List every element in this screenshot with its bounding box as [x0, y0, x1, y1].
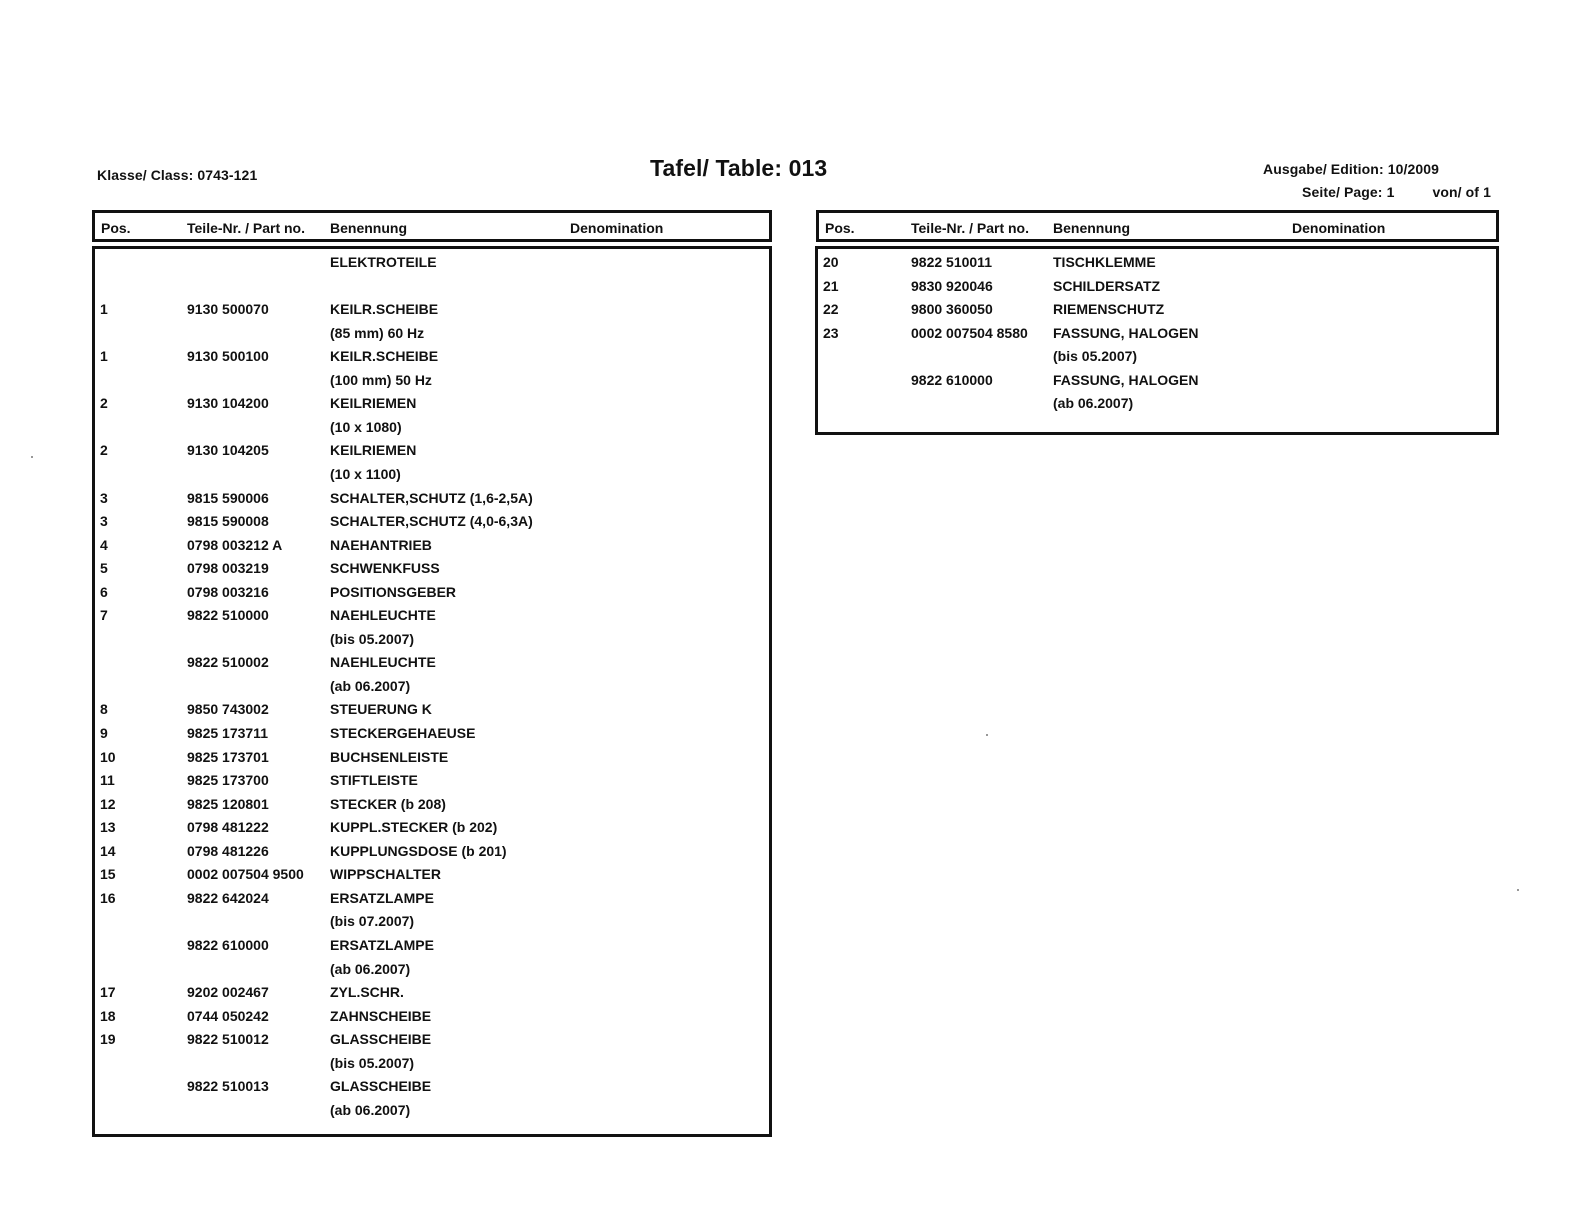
row-benennung: POSITIONSGEBER	[330, 583, 457, 600]
table-row	[818, 252, 1496, 275]
row-pos: 19	[100, 1031, 116, 1048]
row-benennung: (100 mm) 50 Hz	[330, 371, 432, 388]
page-title	[650, 155, 827, 182]
table-row	[95, 1006, 769, 1029]
row-benennung: (85 mm) 60 Hz	[330, 324, 425, 341]
row-benennung: STEUERUNG K	[330, 701, 432, 718]
row-pos: 11	[100, 772, 115, 789]
row-benennung: SCHALTER,SCHUTZ (4,0-6,3A)	[330, 513, 533, 530]
row-part-no: 9822 510000	[187, 607, 269, 624]
table-row	[95, 794, 769, 817]
table-row	[95, 299, 769, 322]
table-row	[818, 299, 1496, 322]
table-row	[95, 346, 769, 369]
table-row	[95, 488, 769, 511]
row-pos: 8	[100, 701, 108, 718]
table-row	[95, 252, 769, 275]
row-benennung: SCHILDERSATZ	[1053, 277, 1161, 294]
row-part-no: 0744 050242	[187, 1007, 269, 1024]
row-benennung: (bis 07.2007)	[330, 913, 415, 930]
row-benennung: SCHALTER,SCHUTZ (1,6-2,5A)	[330, 489, 533, 506]
row-benennung: SCHWENKFUSS	[330, 560, 440, 577]
page-number: 1	[1386, 184, 1395, 200]
row-benennung: FASSUNG, HALOGEN	[1053, 324, 1199, 341]
table-row	[95, 864, 769, 887]
row-part-no: 9130 104200	[187, 395, 269, 412]
row-benennung: BUCHSENLEISTE	[330, 748, 449, 765]
row-pos: 4	[100, 536, 108, 553]
row-part-no: 0798 003216	[187, 583, 269, 600]
row-benennung: (ab 06.2007)	[1053, 395, 1134, 412]
row-part-no: 9800 360050	[911, 301, 993, 318]
left-table-body	[92, 246, 772, 1137]
col-benennung: Benennung	[330, 220, 407, 236]
right-table-body	[815, 246, 1499, 435]
row-pos: 6	[100, 583, 108, 600]
page-label: Seite/ Page:	[1302, 184, 1383, 200]
row-part-no: 0798 481226	[187, 842, 269, 859]
row-benennung: KEILRIEMEN	[330, 442, 417, 459]
row-pos: 14	[100, 842, 116, 859]
row-pos: 12	[100, 795, 116, 812]
row-part-no: 9825 120801	[187, 795, 269, 812]
table-row	[95, 652, 769, 675]
table-row	[95, 723, 769, 746]
row-benennung: RIEMENSCHUTZ	[1053, 301, 1165, 318]
edition-info	[1263, 161, 1439, 177]
row-part-no: 9825 173711	[187, 725, 268, 741]
row-part-no: 9830 920046	[911, 277, 993, 294]
row-pos: 2	[100, 442, 108, 459]
row-benennung: NAEHANTRIEB	[330, 536, 432, 553]
col-part-no: Teile-Nr. / Part no.	[187, 220, 305, 236]
row-part-no: 9130 500070	[187, 301, 269, 318]
table-row	[95, 959, 769, 982]
table-row	[95, 982, 769, 1005]
table-row	[95, 841, 769, 864]
table-row	[95, 535, 769, 558]
table-row	[95, 464, 769, 487]
table-row	[95, 1029, 769, 1052]
scan-speck	[986, 734, 988, 736]
table-row	[818, 393, 1496, 416]
table-row	[818, 346, 1496, 369]
row-benennung: NAEHLEUCHTE	[330, 607, 436, 624]
col-benennung: Benennung	[1053, 220, 1130, 236]
class-info	[97, 167, 257, 183]
row-pos: 23	[823, 324, 839, 341]
row-benennung: (ab 06.2007)	[330, 960, 411, 977]
row-pos: 9	[100, 725, 108, 741]
row-part-no: 0002 007504 8580	[911, 324, 1028, 341]
row-part-no: 0798 003219	[187, 560, 269, 577]
page-info	[1302, 184, 1491, 200]
row-benennung: (10 x 1100)	[330, 465, 401, 482]
table-row	[95, 747, 769, 770]
right-table-header	[816, 210, 1499, 242]
col-denomination: Denomination	[1292, 220, 1386, 236]
row-part-no: 0798 003212 A	[187, 536, 283, 553]
row-pos: 18	[100, 1007, 116, 1024]
row-benennung: (bis 05.2007)	[330, 630, 415, 647]
row-pos: 3	[100, 489, 108, 506]
table-row	[95, 676, 769, 699]
row-pos: 20	[823, 254, 839, 270]
table-row	[95, 770, 769, 793]
row-pos: 10	[100, 748, 116, 765]
row-benennung: STECKERGEHAEUSE	[330, 725, 476, 741]
row-benennung: WIPPSCHALTER	[330, 866, 441, 883]
row-pos: 5	[100, 560, 108, 577]
row-benennung: (10 x 1080)	[330, 418, 402, 435]
table-row	[95, 417, 769, 440]
row-benennung: KEILR.SCHEIBE	[330, 301, 439, 318]
row-pos: 22	[823, 301, 839, 318]
table-row	[95, 511, 769, 534]
table-row	[95, 582, 769, 605]
table-row	[95, 558, 769, 581]
row-benennung: KEILR.SCHEIBE	[330, 348, 439, 365]
table-row	[818, 276, 1496, 299]
row-pos: 13	[100, 819, 116, 836]
scan-speck	[1517, 889, 1519, 891]
table-row	[95, 699, 769, 722]
row-benennung: TISCHKLEMME	[1053, 254, 1156, 270]
row-part-no: 9822 642024	[187, 889, 269, 906]
table-row	[95, 440, 769, 463]
table-label: Tafel/ Table:	[650, 155, 783, 181]
row-benennung: ERSATZLAMPE	[330, 936, 434, 953]
row-part-no: 9130 500100	[187, 348, 269, 365]
row-pos: 1	[100, 301, 108, 318]
table-row	[95, 888, 769, 911]
row-part-no: 9825 173700	[187, 772, 269, 789]
row-benennung: GLASSCHEIBE	[330, 1031, 432, 1048]
table-row	[95, 935, 769, 958]
row-pos: 2	[100, 395, 108, 412]
row-pos: 21	[823, 277, 839, 294]
left-table-header	[92, 210, 772, 242]
table-row	[818, 370, 1496, 393]
row-part-no: 9130 104205	[187, 442, 269, 459]
row-part-no: 9822 510013	[187, 1078, 269, 1095]
edition-label: Ausgabe/ Edition:	[1263, 161, 1384, 177]
row-part-no: 9825 173701	[187, 748, 269, 765]
row-part-no: 9822 510002	[187, 654, 269, 671]
row-benennung: NAEHLEUCHTE	[330, 654, 436, 671]
row-benennung: KUPPLUNGSDOSE (b 201)	[330, 842, 507, 859]
table-row	[95, 393, 769, 416]
row-benennung: ZYL.SCHR.	[330, 984, 404, 1001]
class-label: Klasse/ Class:	[97, 167, 194, 183]
table-row	[95, 1100, 769, 1123]
row-part-no: 0002 007504 9500	[187, 866, 304, 883]
row-benennung: ELEKTROTEILE	[330, 254, 437, 270]
table-number: 013	[788, 155, 828, 181]
edition-value: 10/2009	[1387, 161, 1440, 177]
row-benennung: STECKER (b 208)	[330, 795, 446, 812]
table-row	[95, 1076, 769, 1099]
table-row	[95, 629, 769, 652]
table-row	[95, 370, 769, 393]
class-value: 0743-121	[197, 167, 258, 183]
row-benennung: ZAHNSCHEIBE	[330, 1007, 432, 1024]
table-row	[818, 323, 1496, 346]
row-pos: 7	[100, 607, 108, 624]
row-benennung: GLASSCHEIBE	[330, 1078, 432, 1095]
row-part-no: 9202 002467	[187, 984, 269, 1001]
row-pos: 17	[100, 984, 116, 1001]
col-pos: Pos.	[825, 220, 855, 236]
row-benennung: KEILRIEMEN	[330, 395, 417, 412]
row-part-no: 9822 610000	[187, 936, 269, 953]
row-pos: 3	[100, 513, 108, 530]
row-part-no: 9822 610000	[911, 371, 993, 388]
table-row	[95, 1053, 769, 1076]
row-benennung: (bis 05.2007)	[330, 1054, 415, 1071]
page-total: 1	[1483, 184, 1491, 200]
table-row	[95, 323, 769, 346]
row-part-no: 9850 743002	[187, 701, 269, 718]
table-row	[95, 605, 769, 628]
row-benennung: FASSUNG, HALOGEN	[1053, 371, 1199, 388]
row-part-no: 9815 590006	[187, 489, 269, 506]
table-row	[95, 276, 769, 299]
col-pos: Pos.	[101, 220, 131, 236]
page-of-label: von/ of	[1432, 184, 1480, 200]
col-denomination: Denomination	[570, 220, 664, 236]
row-pos: 15	[100, 866, 116, 883]
table-row	[95, 911, 769, 934]
row-benennung: KUPPL.STECKER (b 202)	[330, 819, 498, 836]
table-row	[95, 817, 769, 840]
scan-speck	[31, 456, 33, 458]
row-benennung: (ab 06.2007)	[330, 677, 411, 694]
row-benennung: STIFTLEISTE	[330, 772, 418, 789]
col-part-no: Teile-Nr. / Part no.	[911, 220, 1029, 236]
row-part-no: 9815 590008	[187, 513, 269, 530]
row-pos: 1	[100, 348, 108, 365]
row-part-no: 9822 510012	[187, 1031, 269, 1048]
row-part-no: 9822 510011	[911, 254, 992, 270]
row-part-no: 0798 481222	[187, 819, 269, 836]
row-benennung: ERSATZLAMPE	[330, 889, 434, 906]
row-pos: 16	[100, 889, 116, 906]
row-benennung: (ab 06.2007)	[330, 1101, 411, 1118]
row-benennung: (bis 05.2007)	[1053, 348, 1138, 365]
